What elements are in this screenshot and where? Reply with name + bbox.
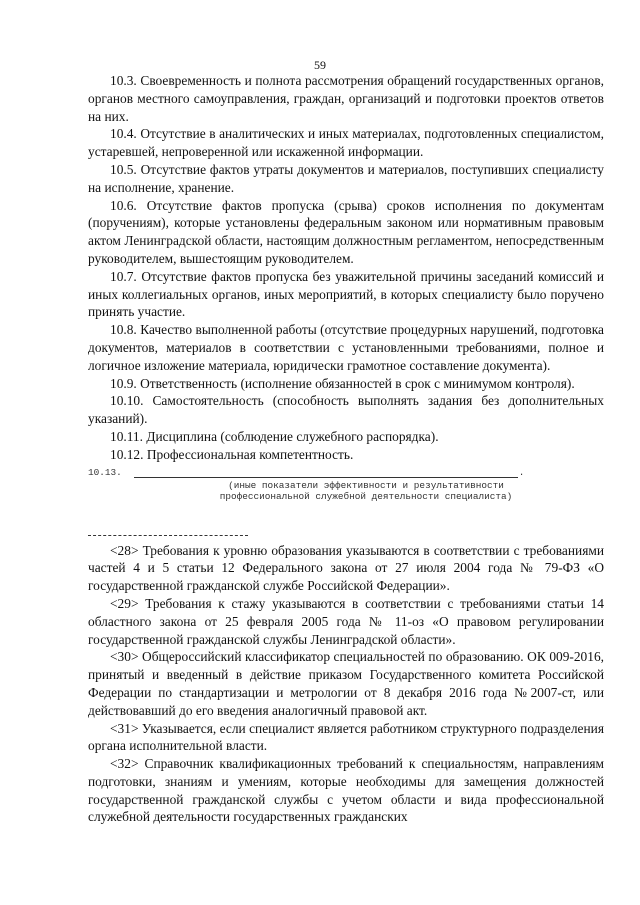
item-10-11: 10.11. Дисциплина (соблюдение служебного распорядка).	[110, 428, 439, 444]
item-10-3: 10.3. Своевременность и полнота рассмотрения обращений государственных органов, органов местного самоуправления, граждан, организаций и подготовки проектов ответов на них.	[88, 73, 604, 124]
item-10-4: 10.4. Отсутствие в аналитических и иных материалах, подготовленных специалистом, устаревшей, непроверенной или искаженной информации.	[88, 126, 604, 160]
item-10-10: 10.10. Самостоятельность (способность выполнять задания без дополнительных указаний).	[88, 393, 604, 427]
footnote-31: <31> Указывается, если специалист является работником структурного подразделения органа исполнительной власти.	[88, 720, 604, 754]
caption-line-2: профессиональной служебной деятельности специалиста)	[219, 491, 513, 503]
item-10-7: 10.7. Отсутствие фактов пропуска без уважительной причины заседаний комиссий и иных коллегиальных органов, иных мероприятий, в которых специалисту было поручено принять участие.	[88, 268, 604, 320]
fill-in-blank-line	[134, 468, 518, 478]
footnote-32: <32> Справочник квалификационных требований к специальностям, направлениям подготовки, знаниям и умениям, которые необходимы для замещения должностей государственной гражданской службы с учетом области и вида профессиональной служебной деятельности государственных гражданских	[88, 756, 604, 825]
footnote-29: <29> Требования к стажу указываются в соответствии с требованиями статьи 14 областного закона от 25 февраля 2005 года № 11-оз «О правовом регулировании государственной гражданской службы Ленинградской области».	[88, 595, 604, 647]
item-10-13-caption	[88, 480, 604, 503]
footnote-30: <30> Общероссийский классификатор специальностей по образованию. ОК 009-2016, принятый и введенный в действие приказом Государственного комитета Российской Федерации по стандартизации и метрологии от 8 декабря 2016 года №2007-ст, или действовавший до его введения аналогичный правовой акт.	[88, 649, 604, 718]
item-10-8: 10.8. Качество выполненной работы (отсутствие процедурных нарушений, подготовка документов, материалов в соответствии с установленными требованиями, полное и логичное изложение материала, юридически грамотное составление документа).	[88, 322, 604, 373]
caption-line-1: (иные показатели эффективности и результативности	[228, 479, 504, 491]
page-number: 59	[314, 58, 326, 72]
footnote-28: <28> Требования к уровню образования указываются в соответствии с требованиями частей 4 и 5 статьи 12 Федерального закона от 27 июля 2004 года № 79-ФЗ «О государственной гражданской службе Российской Федерации».	[88, 542, 604, 594]
footnote-separator	[88, 535, 248, 536]
item-10-13-fill-row	[88, 467, 604, 478]
item-10-12: 10.12. Профессиональная компетентность.	[110, 446, 354, 462]
fill-in-end-dot: .	[518, 466, 525, 478]
item-10-5: 10.5. Отсутствие фактов утраты документов и материалов, поступивших специалисту на исполнение, хранение.	[88, 161, 604, 195]
item-10-9: 10.9. Ответственность (исполнение обязанностей в срок с минимумом контроля).	[110, 375, 575, 391]
item-10-6: 10.6. Отсутствие фактов пропуска (срыва) сроков исполнения по документам (поручениям), которые установлены федеральным законом или нормативным правовым актом Ленинградской области, настоящим должностным регламентом, непосредственным руководителем, вышестоящим руководителем.	[88, 197, 604, 266]
footnotes	[88, 542, 604, 827]
document-body	[88, 72, 604, 826]
item-10-13-label: 10.13.	[88, 466, 122, 478]
